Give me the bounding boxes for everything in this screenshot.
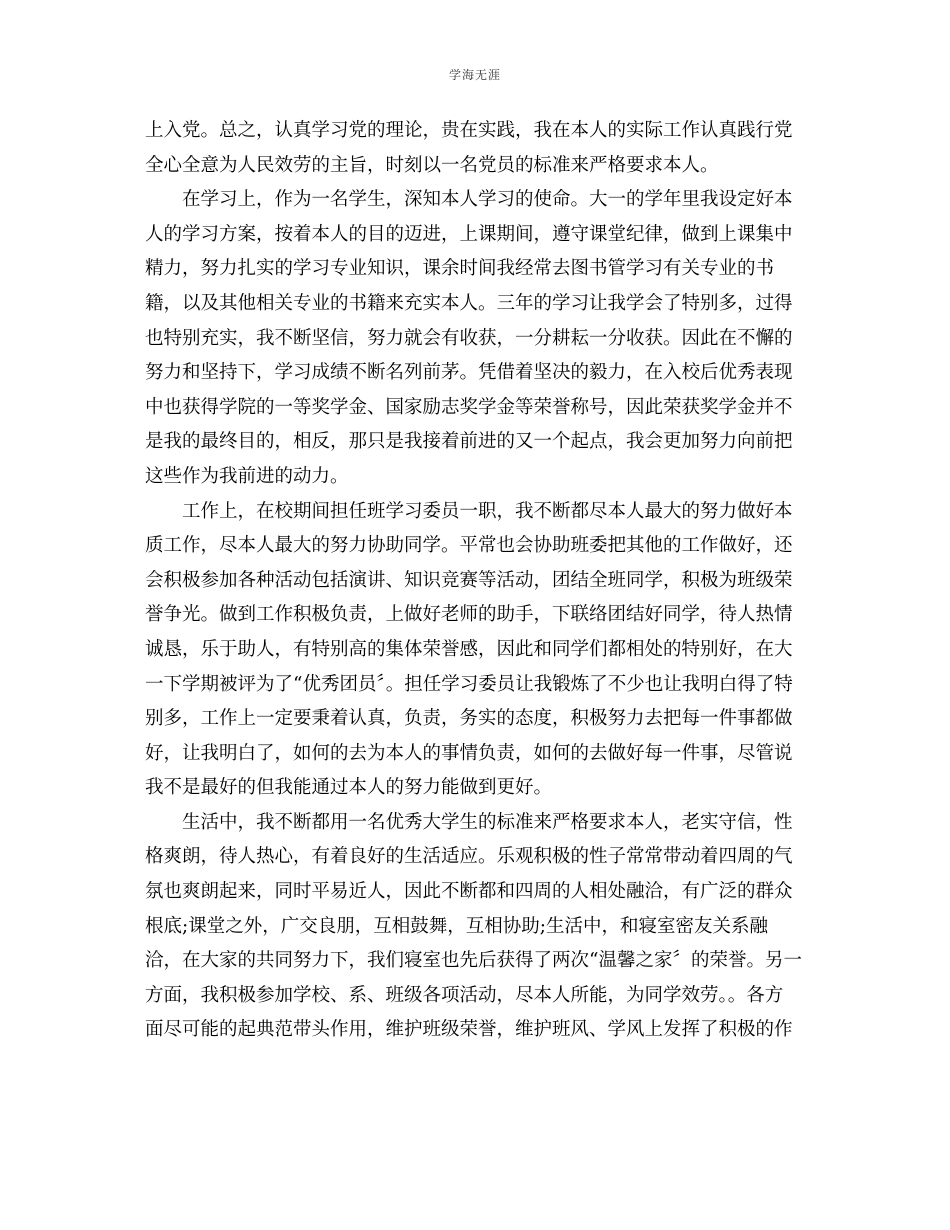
- text-line: 氛也爽朗起来，同时平易近人，因此不断都和四周的人相处融洽，有广泛的群众: [145, 881, 793, 903]
- text-line: 中也获得学院的一等奖学金、国家励志奖学金等荣誉称号，因此荣获奖学金并不: [145, 396, 793, 418]
- text-line: 全心全意为人民效劳的主旨，时刻以一名党员的标准来严格要求本人。: [145, 154, 719, 176]
- text-line: 别多，工作上一定要秉着认真，负责，务实的态度，积极努力去把每一件事都做: [145, 708, 793, 730]
- text-line: 诚恳，乐于助人，有特别高的集体荣誉感，因此和同学们都相处的特别好，在大: [145, 638, 793, 660]
- text-line: 努力和坚持下，学习成绩不断名列前茅。凭借着坚决的毅力，在入校后优秀表现: [145, 362, 793, 384]
- page-header: 学海无涯: [448, 68, 501, 82]
- text-line: 是我的最终目的，相反，那只是我接着前进的又一个起点，我会更加努力向前把: [145, 431, 793, 453]
- text-line: 这些作为我前进的动力。: [145, 465, 349, 487]
- text-line: 也特别充实，我不断坚信，努力就会有收获，一分耕耘一分收获。因此在不懈的: [145, 327, 793, 349]
- text-line: 质工作，尽本人最大的努力协助同学。平常也会协助班委把其他的工作做好，还: [145, 535, 793, 557]
- paragraph-start-line: 在学习上，作为一名学生，深知本人学习的使命。大一的学年里我设定好本: [182, 189, 793, 211]
- text-line: 誉争光。做到工作积极负责，上做好老师的助手，下联络团结好同学，待人热情: [145, 604, 793, 626]
- document-body: [145, 114, 810, 1048]
- text-line: 洽，在大家的共同努力下，我们寝室也先后获得了两次“温馨之家〞的荣誉。另一: [145, 950, 802, 972]
- text-line: 会积极参加各种活动包括演讲、知识竞赛等活动，团结全班同学，积极为班级荣: [145, 569, 793, 591]
- text-line: 格爽朗，待人热心，有着良好的生活适应。乐观积极的性子常常带动着四周的气: [145, 846, 793, 868]
- paragraph-start-line: 工作上，在校期间担任班学习委员一职，我不断都尽本人最大的努力做好本: [182, 500, 793, 522]
- text-line: 好，让我明白了，如何的去为本人的事情负责，如何的去做好每一件事，尽管说: [145, 742, 793, 764]
- text-line: 根底;课堂之外，广交良朋，互相鼓舞，互相协助;生活中，和寝室密友关系融: [145, 915, 768, 937]
- text-line: 面尽可能的起典范带头作用，维护班级荣誉，维护班风、学风上发挥了积极的作: [145, 1019, 793, 1041]
- text-line: 一下学期被评为了“优秀团员〞。担任学习委员让我锻炼了不少也让我明白得了特: [145, 673, 793, 695]
- text-line: 精力，努力扎实的学习专业知识，课余时间我经常去图书管学习有关专业的书: [145, 258, 775, 280]
- text-line: 人的学习方案，按着本人的目的迈进，上课期间，遵守课堂纪律，做到上课集中: [145, 223, 793, 245]
- text-line: 我不是最好的但我能通过本人的努力能做到更好。: [145, 777, 553, 799]
- text-line: 籍，以及其他相关专业的书籍来充实本人。三年的学习让我学会了特别多，过得: [145, 292, 793, 314]
- text-line: 上入党。总之，认真学习党的理论，贵在实践，我在本人的实际工作认真践行党: [145, 120, 793, 141]
- text-line: 方面，我积极参加学校、系、班级各项活动，尽本人所能，为同学效劳。。各方: [145, 984, 784, 1006]
- paragraph-start-line: 生活中，我不断都用一名优秀大学生的标准来严格要求本人，老实守信，性: [182, 811, 793, 833]
